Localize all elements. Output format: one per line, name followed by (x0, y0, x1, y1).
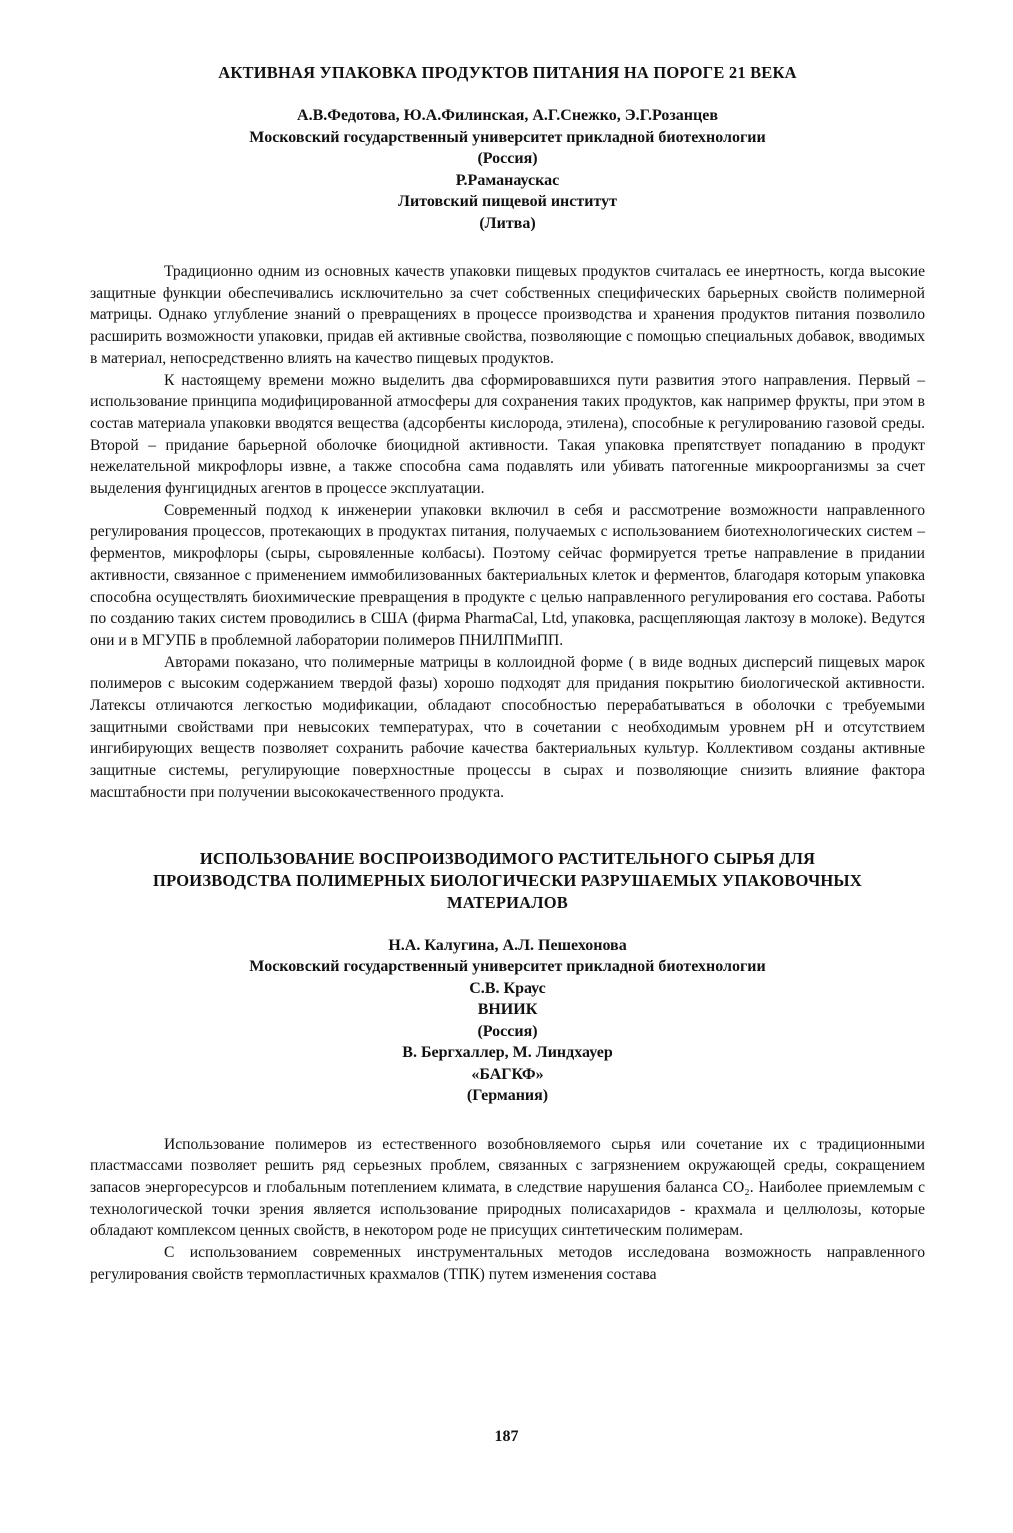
page-number: 187 (494, 1428, 519, 1445)
article2-country: (Россия) (477, 1022, 538, 1040)
article2-title (90, 848, 925, 914)
article1-affiliations (90, 105, 925, 234)
article2-affiliations (90, 935, 925, 1107)
article1-institution: Московский государственный университет прикладной биотехнологии (249, 128, 766, 146)
article1-institution-2: Литовский пищевой институт (398, 193, 617, 210)
article2-author-2: С.В. Краус (469, 979, 546, 997)
article2-authors: Н.А. Калугина, А.Л. Пешехонова (388, 936, 627, 954)
article1-country: (Россия) (477, 150, 538, 167)
article1-authors: А.В.Федотова, Ю.А.Филинская, А.Г.Снежко, Э.Г.Розанцев (297, 107, 718, 124)
article1-author-2: Р.Раманаускас (455, 171, 560, 189)
article2-institution-3: «БАГКФ» (471, 1065, 544, 1083)
article1-paragraph: К настоящему времени можно выделить два сформировавшихся пути развития этого направления. Первый – использование принципа модифицированной атмосферы для сохранения таких продуктов, как например фрукты, при этом в состав материала упаковки вводятся вещества (адсорбенты кислорода, этилена), способные к регулированию газовой среды. Второй – придание барьерной оболочке биоцидной активности. Такая упаковка препятствует попаданию в продукт нежелательной микрофлоры извне, а также способна сама подавлять или убивать патогенные микроорганизмы за счет выделения фунгицидных агентов в процессе эксплуатации. (90, 371, 925, 498)
article2-title-line: ИСПОЛЬЗОВАНИЕ ВОСПРОИЗВОДИМОГО РАСТИТЕЛЬНОГО СЫРЬЯ ДЛЯ (199, 848, 816, 868)
article2-country-2: (Германия) (466, 1087, 549, 1105)
article1-paragraph: Традиционно одним из основных качеств упаковки пищевых продуктов считалась ее инертность, когда высокие защитные функции обеспечивались исключительно за счет собственных специфических барьерных свойств полимерной матрицы. Однако углубление знаний о превращениях в процессе производства и хранения продуктов питания позволило расширить возможности упаковки, придав ей активные свойства, позволяющие с помощью специальных добавок, вводимых в материал, непосредственно влиять на качество пищевых продуктов. (90, 263, 925, 367)
article1-paragraph: Современный подход к инженерии упаковки включил в себя и рассмотрение возможности направленного регулирования процессов, протекающих в продуктах питания, получаемых с использованием биотехнологических систем – ферментов, микрофлоры (сыры, сыровяленные колбасы). Поэтому сейчас формируется третье направление в придании активности, связанное с применением иммобилизованных бактериальных клеток и ферментов, благодаря которым упаковка способна осуществлять биохимические превращения в продукте с целью направленного регулирования его состава. Работы по созданию таких систем проводились в США (фирма PharmaCal, Ltd, упаковка, расщепляющая лактозу в молоке). Ведутся они и в МГУПБ в проблемной лаборатории полимеров ПНИЛПМиПП. (90, 501, 925, 649)
article2-authors-3: В. Бергхаллер, М. Линдхауер (402, 1044, 613, 1062)
article2-institution: Московский государственный университет прикладной биотехнологии (249, 958, 766, 976)
page-content (90, 62, 925, 1286)
article2-title-line: ПРОИЗВОДСТВА ПОЛИМЕРНЫХ БИОЛОГИЧЕСКИ РАЗРУШАЕМЫХ УПАКОВОЧНЫХ (153, 870, 862, 890)
article1-paragraph: Авторами показано, что полимерные матрицы в коллоидной форме ( в виде водных дисперсий пищевых марок полимеров с высоким содержанием твердой фазы) хорошо подходят для придания покрытию биологической активности. Латексы отличаются легкостью модификации, обладают способностью перерабатываться в оболочки с требуемыми защитными свойствами при невысоких температурах, что в сочетании с необходимым уровнем pH и отсутствием ингибирующих веществ позволяет сохранить рабочие качества бактериальных культур. Коллективом созданы активные защитные системы, регулирующие поверхностные процессы в сырах и позволяющие снизить влияние фактора масштабности при получении высококачественного продукта. (90, 653, 925, 801)
article1-country-2: (Литва) (479, 214, 536, 232)
article2-title-line: МАТЕРИАЛОВ (446, 892, 568, 912)
article1-title: АКТИВНАЯ УПАКОВКА ПРОДУКТОВ ПИТАНИЯ НА ПОРОГЕ 21 ВЕКА (218, 63, 797, 82)
article2-institution-2: ВНИИК (477, 1001, 538, 1019)
article2-paragraph: С использованием современных инструментальных методов исследована возможность направленного регулирования свойств термопластичных крахмалов (ТПК) путем изменения состава (90, 1244, 925, 1283)
article1-body (90, 261, 925, 804)
article2-paragraph: Использование полимеров из естественного возобновляемого сырья или сочетание их с традиционными пластмассами позволяет решить ряд серьезных проблем, связанных с загрязнением окружающей среды, сокращением запасов энергоресурсов и глобальным потеплением климата, в следствие нарушения баланса CO₂. Наиболее приемлемым с технологической точки зрения является использование природных полисахаридов - крахмала и целлюлозы, которые обладают комплексом ценных свойств, в некотором роде не присущих синтетическим полимерам. (90, 1135, 925, 1240)
article2-body (90, 1134, 925, 1286)
